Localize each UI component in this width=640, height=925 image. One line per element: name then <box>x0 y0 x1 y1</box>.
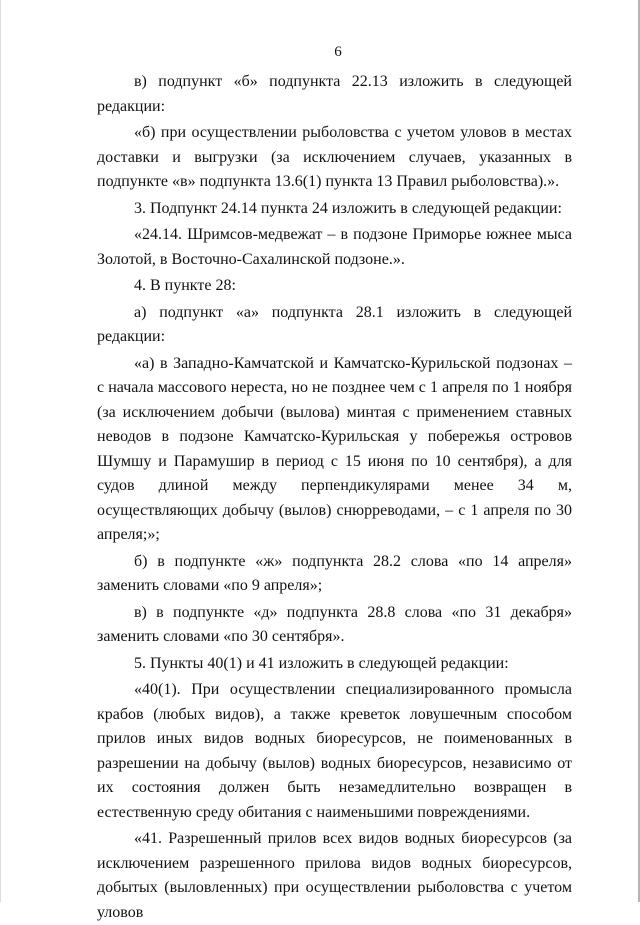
paragraph-item-4: 4. В пункте 28: <box>134 277 236 294</box>
paragraph-quote-a: «а) в Западно-Камчатской и Камчатско-Курильской подзонах – с начала массового нереста, но не позднее чем с 1 апреля по 1 ноября (за исключением добычи (вылова) минтая с применением ставных неводов в подзоне Камчатско-Курильская у побережья островов Шумшу и Парамушир в период с 15 июня по 10 сентября), а для судов длиной между перпендикулярами менее 34 м, осуществляющих добычу (вылов) снюрреводами, – с 1 апреля по 30 апреля;»; <box>97 354 572 543</box>
paragraph-quote-b: «б) при осуществлении рыболовства с учетом уловов в местах доставки и выгрузки (за исключением случаев, указанных в подпункте «в» подпункта 13.6(1) пункта 13 Правил рыболовства).». <box>97 124 572 190</box>
paragraph-amend-zh-28-2: б) в подпункте «ж» подпункта 28.2 слова «по 14 апреля» заменить словами «по 9 апреля»; <box>97 552 572 594</box>
paragraph-amend-a-28-1: а) подпункт «а» подпункта 28.1 изложить в следующей редакции: <box>97 303 572 345</box>
paragraph-item-3: 3. Подпункт 24.14 пункта 24 изложить в следующей редакции: <box>134 199 562 217</box>
document-body <box>97 70 572 925</box>
paragraph-quote-40-1: «40(1). При осуществлении специализированного промысла крабов (любых видов), а также креветок ловушечным способом прилов иных видов водных биоресурсов, не поименованных в разрешении на добычу (вылов) водных биоресурсов, независимо от их состояния должен быть незамедлительно возвращен в естественную среду обитания с наименьшими повреждениями. <box>97 681 572 821</box>
paragraph-amend-b-22-13: в) подпункт «б» подпункта 22.13 изложить в следующей редакции: <box>97 73 572 115</box>
paragraph-quote-24-14: «24.14. Шримсов-медвежат – в подзоне Приморье южнее мыса Золотой, в Восточно-Сахалинской подзоне.». <box>97 226 572 268</box>
page-number: 6 <box>334 44 342 60</box>
paragraph-amend-d-28-8: в) в подпункте «д» подпункта 28.8 слова «по 31 декабря» заменить словами «по 30 сентября». <box>97 603 572 645</box>
scan-left-edge <box>0 0 1 902</box>
paragraph-item-5: 5. Пункты 40(1) и 41 изложить в следующей редакции: <box>134 654 509 672</box>
paragraph-quote-41: «41. Разрешенный прилов всех видов водных биоресурсов (за исключением разрешенного прилова видов водных биоресурсов, добытых (выловленных) при осуществлении рыболовства с учетом уловов <box>97 830 572 921</box>
